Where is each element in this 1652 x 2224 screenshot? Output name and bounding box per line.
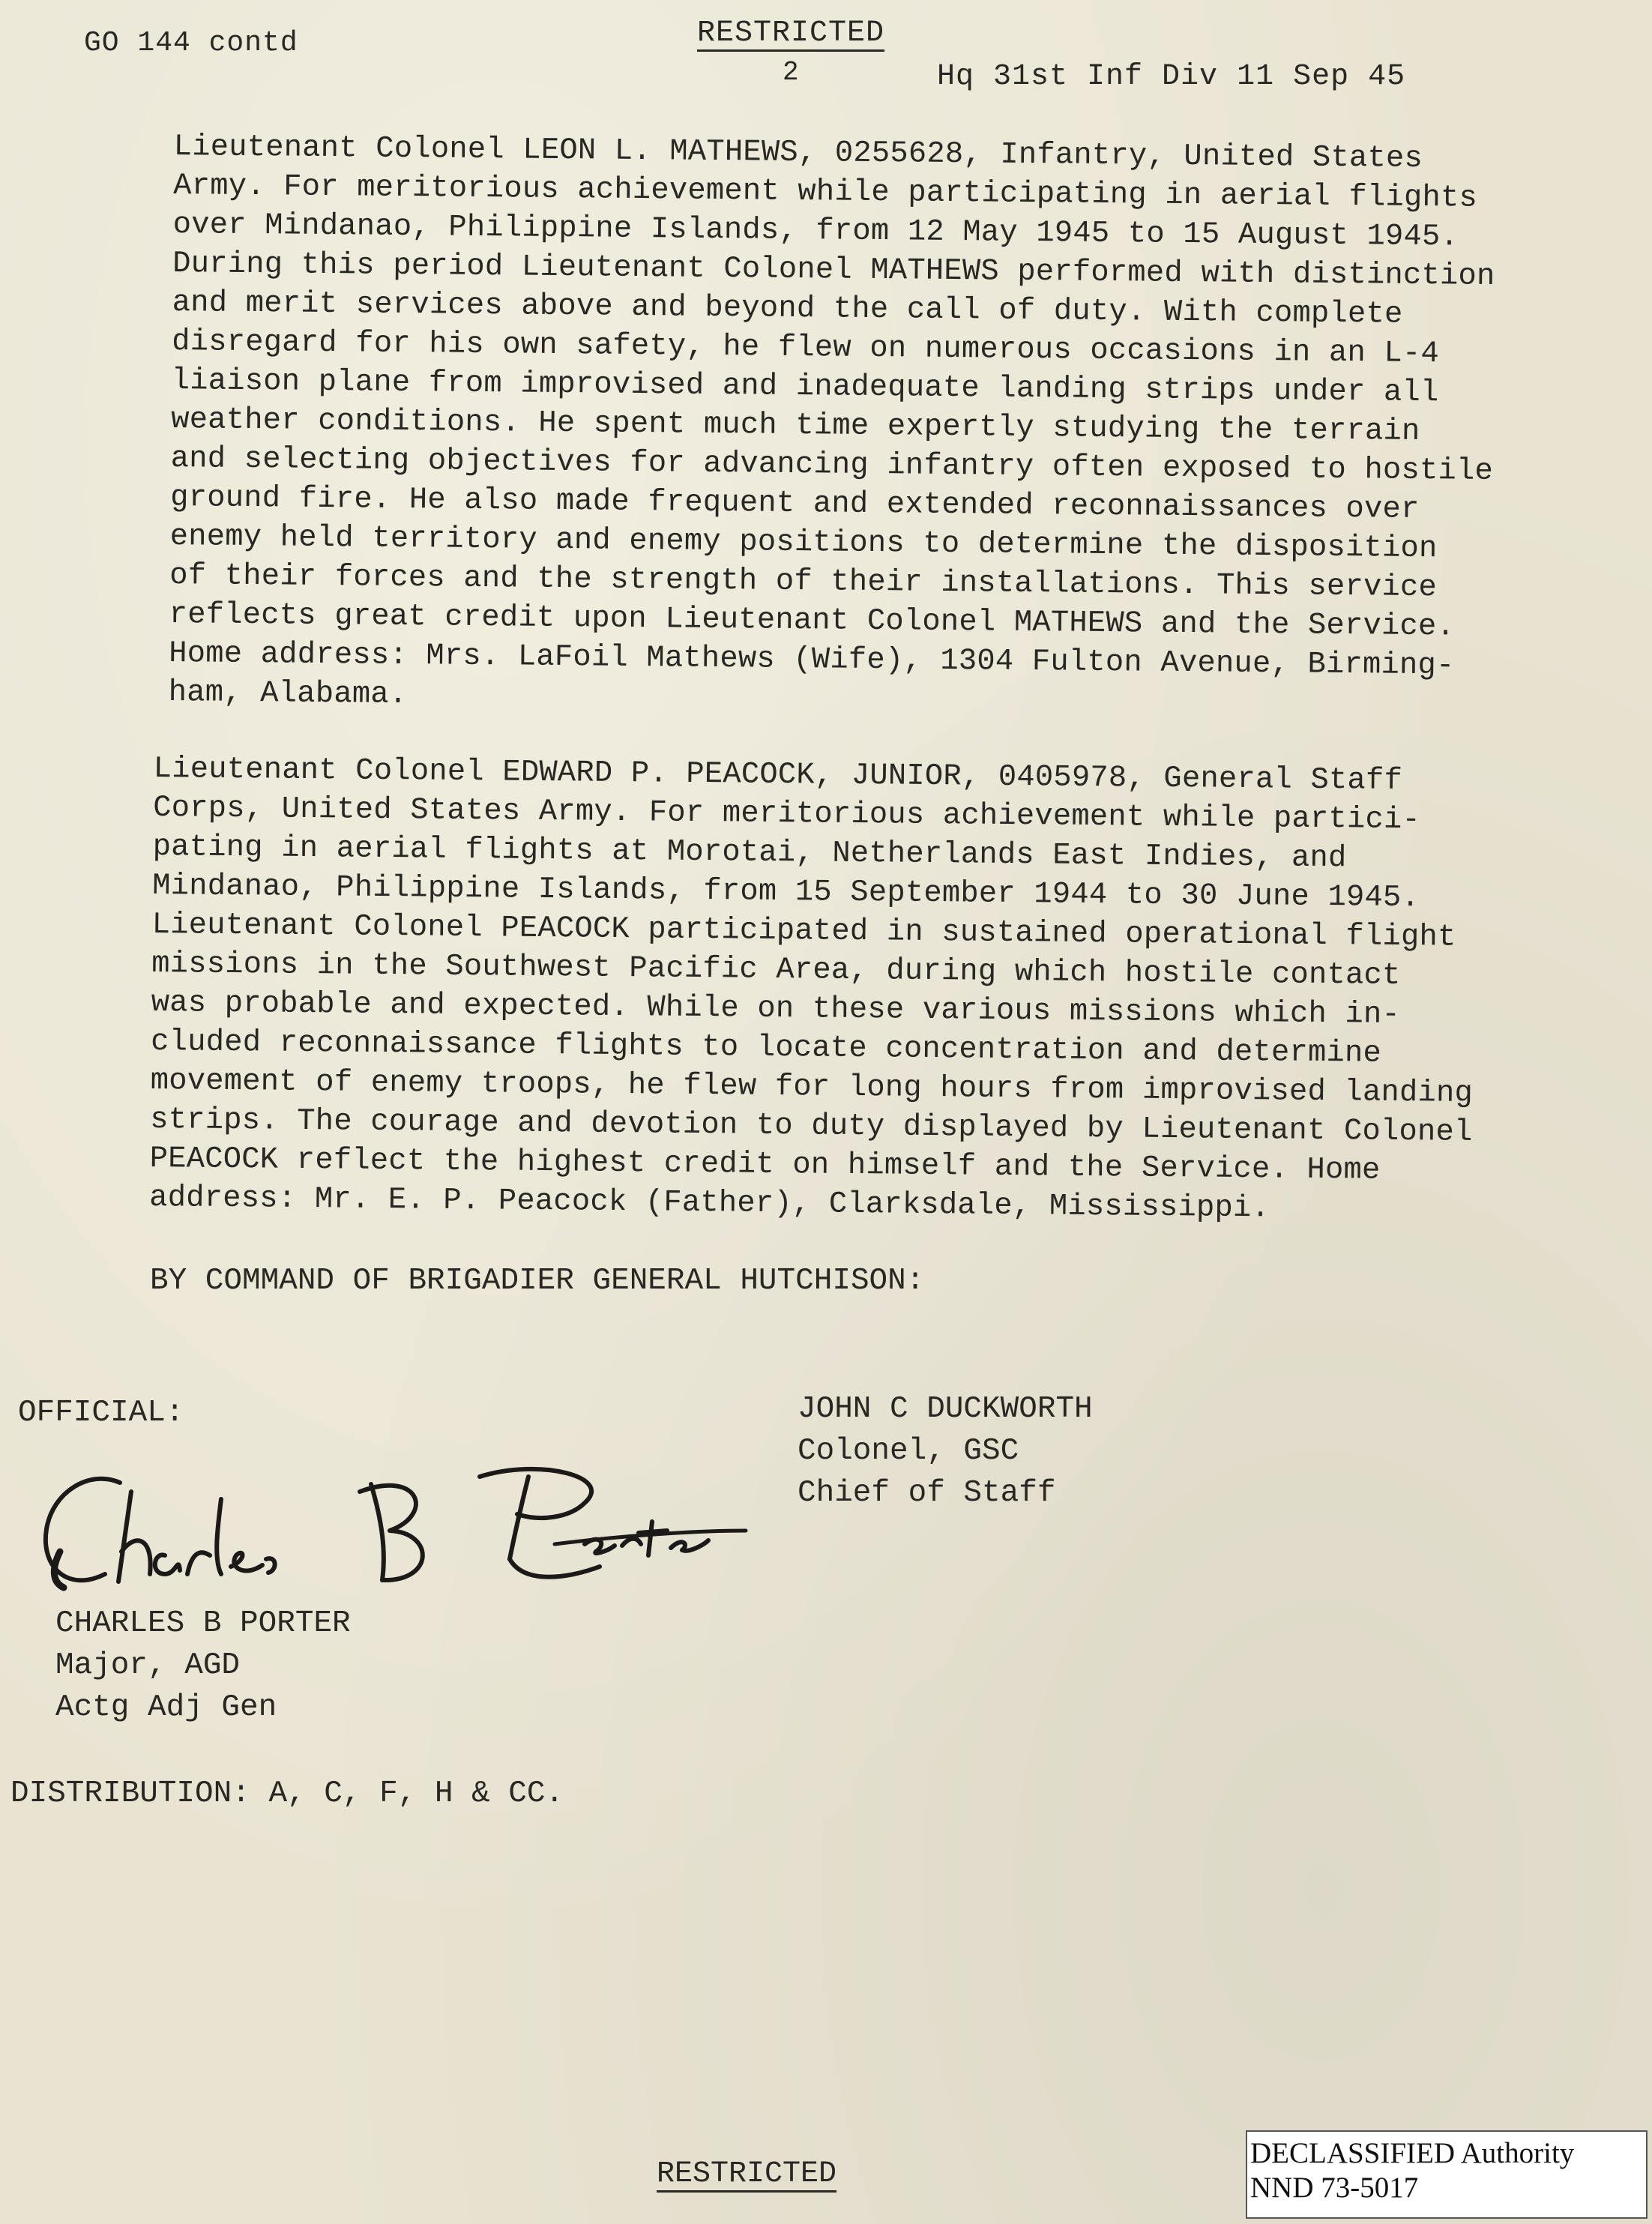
official-label: OFFICIAL: <box>18 1396 184 1430</box>
unit-and-date: Hq 31st Inf Div 11 Sep 45 <box>937 60 1406 94</box>
declassified-authority: DECLASSIFIED Authority <box>1250 2137 1575 2169</box>
citation-line: ham, Alabama. <box>168 675 408 713</box>
distribution-line: DISTRIBUTION: A, C, F, H & CC. <box>10 1777 564 1811</box>
adjutant-title: Actg Adj Gen <box>55 1690 277 1725</box>
adjutant-block <box>55 1603 351 1729</box>
citation-line: movement of enemy troops, he flew for long hours from improvised landing <box>150 1063 1474 1111</box>
chief-of-staff-name: JOHN C DUCKWORTH <box>798 1392 1093 1426</box>
citation-line: ground fire. He also made frequent and extended reconnaissances over <box>170 480 1420 527</box>
adjutant-rank: Major, AGD <box>55 1648 241 1683</box>
citation-line: weather conditions. He spent much time expertly studying the terrain <box>171 402 1420 449</box>
classification-footer: RESTRICTED <box>657 2157 837 2191</box>
citation-line: strips. The courage and devotion to duty displayed by Lieutenant Colonel <box>150 1102 1473 1150</box>
chief-of-staff-block <box>798 1388 1093 1514</box>
citation-line: and merit services above and beyond the call of duty. With complete <box>172 285 1403 332</box>
citation-line: cluded reconnaissance flights to locate concentration and determine <box>151 1024 1382 1071</box>
citation-line: of their forces and the strength of their installations. This service <box>169 558 1438 606</box>
general-order-reference: GO 144 contd <box>84 27 298 59</box>
citation-mathews <box>169 127 1497 725</box>
chief-of-staff-title: Chief of Staff <box>798 1476 1056 1510</box>
page-number: 2 <box>783 57 799 88</box>
declassification-number: NND 73-5017 <box>1250 2172 1419 2204</box>
citation-line: PEACOCK reflect the highest credit on himself and the Service. Home <box>149 1141 1381 1188</box>
citation-line: reflects great credit upon Lieutenant Colonel MATHEWS and the Service. <box>169 597 1456 645</box>
citation-line: Lieutenant Colonel EDWARD P. PEACOCK, JUNIOR, 0405978, General Staff <box>153 751 1403 798</box>
citation-line: pating in aerial flights at Morotai, Netherlands East Indies, and <box>152 829 1347 876</box>
chief-of-staff-rank: Colonel, GSC <box>798 1434 1019 1468</box>
citation-line: address: Mr. E. P. Peacock (Father), Clarksdale, Mississippi. <box>149 1180 1270 1226</box>
citation-line: was probable and expected. While on these various missions which in- <box>151 985 1401 1032</box>
citation-line: Mindanao, Philippine Islands, from 15 September 1944 to 30 June 1945. <box>152 868 1420 916</box>
citation-line: Corps, United States Army. For meritorious achievement while partici- <box>153 790 1421 838</box>
citation-line: Lieutenant Colonel LEON L. MATHEWS, 0255628, Infantry, United States <box>173 129 1423 176</box>
adjutant-name: CHARLES B PORTER <box>55 1606 351 1641</box>
citation-line: During this period Lieutenant Colonel MATHEWS performed with distinction <box>172 246 1495 294</box>
citation-line: Lieutenant Colonel PEACOCK participated in sustained operational flight <box>151 907 1456 955</box>
citation-line: Army. For meritorious achievement while participating in aerial flights <box>173 168 1478 216</box>
handwritten-signature <box>30 1462 750 1604</box>
citation-line: Home address: Mrs. LaFoil Mathews (Wife), 1304 Fulton Avenue, Birming- <box>169 636 1455 684</box>
citation-line: liaison plane from improvised and inadequate landing strips under all <box>171 363 1439 411</box>
citation-peacock <box>149 750 1476 1230</box>
citation-line: and selecting objectives for advancing infantry often exposed to hostile <box>170 441 1494 489</box>
citation-line: over Mindanao, Philippine Islands, from 12 May 1945 to 15 August 1945. <box>172 207 1459 255</box>
citation-line: missions in the Southwest Pacific Area, during which hostile contact <box>151 946 1401 993</box>
classification-header: RESTRICTED <box>697 16 885 50</box>
citation-line: enemy held territory and enemy positions to determine the disposition <box>169 519 1438 567</box>
by-command-line: BY COMMAND OF BRIGADIER GENERAL HUTCHISON: <box>150 1264 925 1298</box>
citation-line: disregard for his own safety, he flew on numerous occasions in an L-4 <box>172 324 1440 372</box>
declassification-stamp <box>1246 2130 1648 2219</box>
